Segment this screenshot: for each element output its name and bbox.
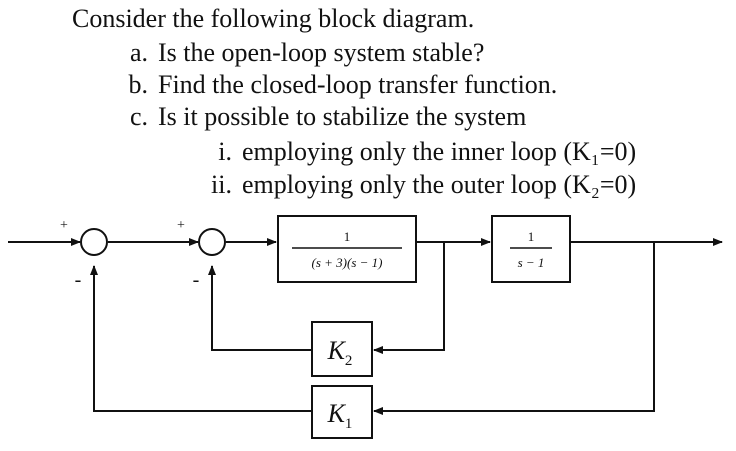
k2-label: $K_2$	[327, 336, 353, 369]
k1-to-sum1-path	[94, 266, 312, 411]
sum1-minus-sign: -	[74, 269, 82, 291]
subitem-ii-text: employing only the outer loop (K₂=0)	[242, 170, 637, 199]
subitem-i-label: i.	[218, 137, 232, 166]
summing-junction-1	[81, 229, 107, 255]
item-b-label: b.	[128, 70, 148, 99]
sum2-minus-sign: -	[192, 269, 200, 291]
sum2-plus-sign: +	[177, 218, 185, 233]
plant-block-1	[278, 216, 416, 282]
sum1-plus-sign: +	[60, 218, 68, 233]
subitem-i-text: employing only the inner loop (K₁=0)	[242, 137, 637, 166]
item-a-label: a.	[129, 38, 148, 67]
plant-block-2	[492, 216, 570, 282]
k1-label: $K_1$	[327, 399, 353, 432]
item-a-text: Is the open-loop system stable?	[158, 38, 485, 67]
block2-numerator: 1	[527, 229, 535, 244]
inner-feedback-path	[374, 242, 444, 350]
block1-denominator: (s + 3)(s − 1)	[311, 255, 383, 270]
k2-to-sum2-path	[212, 266, 312, 350]
summing-junction-2	[199, 229, 225, 255]
block1-numerator: 1	[343, 229, 351, 244]
item-c-text: Is it possible to stabilize the system	[158, 102, 527, 131]
item-b-text: Find the closed-loop transfer function.	[158, 70, 558, 99]
item-c-label: c.	[129, 102, 148, 131]
block2-denominator: s − 1	[517, 255, 545, 270]
subitem-ii-label: ii.	[211, 170, 232, 199]
question-title: Consider the following block diagram.	[72, 4, 475, 33]
